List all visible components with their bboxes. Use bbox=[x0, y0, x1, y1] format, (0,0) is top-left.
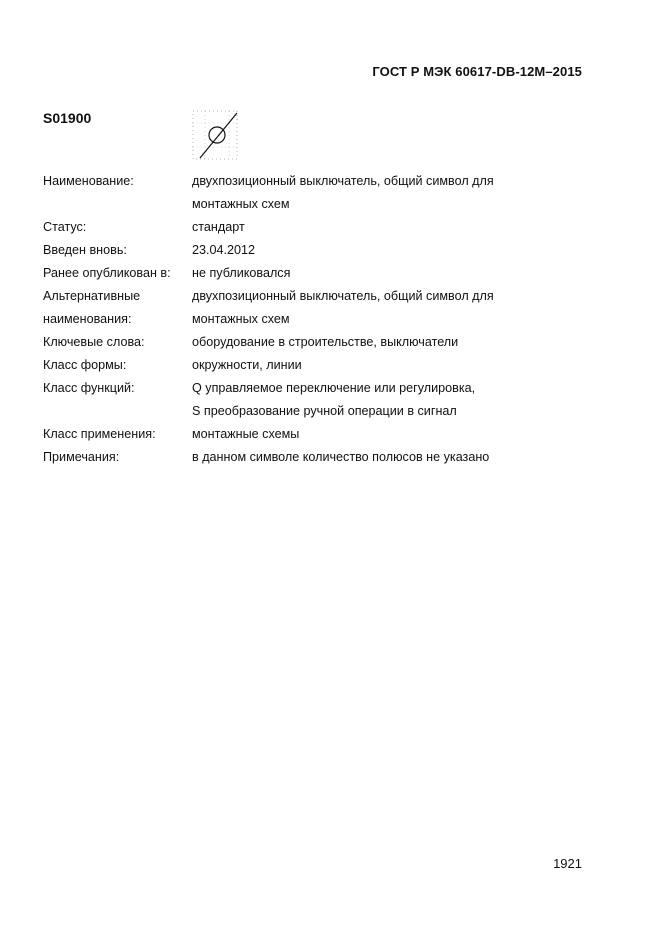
property-value-line: не публиковался bbox=[192, 266, 291, 280]
property-value bbox=[192, 216, 572, 239]
property-label-line: Ранее опубликован в: bbox=[43, 266, 171, 280]
property-row bbox=[43, 446, 572, 469]
property-label bbox=[43, 423, 192, 446]
property-row bbox=[43, 262, 572, 285]
property-value-line: стандарт bbox=[192, 220, 245, 234]
property-row bbox=[43, 170, 572, 216]
symbol-code: S01900 bbox=[43, 110, 92, 126]
property-label bbox=[43, 377, 192, 423]
property-value-line: в данном символе количество полюсов не указано bbox=[192, 450, 490, 464]
property-value bbox=[192, 331, 572, 354]
property-row bbox=[43, 354, 572, 377]
property-label bbox=[43, 239, 192, 262]
property-label bbox=[43, 170, 192, 216]
property-label-line: Примечания: bbox=[43, 450, 120, 464]
property-value bbox=[192, 170, 572, 216]
property-value bbox=[192, 423, 572, 446]
property-value-line: 23.04.2012 bbox=[192, 243, 256, 257]
property-row bbox=[43, 239, 572, 262]
property-value-line: Q управляемое переключение или регулировка, bbox=[192, 381, 476, 395]
property-label-line: Альтернативные bbox=[43, 289, 141, 303]
property-value-line: монтажные схемы bbox=[192, 427, 300, 441]
property-label-line: Статус: bbox=[43, 220, 87, 234]
property-value-line: оборудование в строительстве, выключатели bbox=[192, 335, 459, 349]
property-value bbox=[192, 354, 572, 377]
property-label bbox=[43, 285, 192, 331]
property-value bbox=[192, 446, 572, 469]
property-label-line: Введен вновь: bbox=[43, 243, 127, 257]
property-value-line: двухпозиционный выключатель, общий символ для bbox=[192, 174, 494, 188]
property-row bbox=[43, 216, 572, 239]
property-row bbox=[43, 331, 572, 354]
property-row bbox=[43, 285, 572, 331]
property-label-line: наименования: bbox=[43, 312, 132, 326]
property-row bbox=[43, 377, 572, 423]
property-value-line: двухпозиционный выключатель, общий символ для bbox=[192, 289, 494, 303]
standard-header: ГОСТ Р МЭК 60617-DB-12M–2015 bbox=[372, 64, 582, 79]
property-label bbox=[43, 446, 192, 469]
property-row bbox=[43, 423, 572, 446]
property-value-line: S преобразование ручной операции в сигнал bbox=[192, 404, 457, 418]
property-label-line bbox=[43, 400, 192, 423]
property-label-line: Ключевые слова: bbox=[43, 335, 145, 349]
property-value-line: окружности, линии bbox=[192, 358, 302, 372]
property-label-line bbox=[43, 193, 192, 216]
property-label-line: Наименование: bbox=[43, 174, 134, 188]
property-label-line: Класс применения: bbox=[43, 427, 156, 441]
page-number: 1921 bbox=[553, 856, 582, 871]
property-label bbox=[43, 216, 192, 239]
property-label bbox=[43, 354, 192, 377]
property-value bbox=[192, 285, 572, 331]
property-label-line: Класс функций: bbox=[43, 381, 135, 395]
property-value bbox=[192, 262, 572, 285]
property-value bbox=[192, 377, 572, 423]
two-position-switch-symbol-icon bbox=[192, 110, 238, 160]
property-value-line: монтажных схем bbox=[192, 312, 290, 326]
property-value bbox=[192, 239, 572, 262]
property-label bbox=[43, 262, 192, 285]
property-value-line: монтажных схем bbox=[192, 197, 290, 211]
property-label-line: Класс формы: bbox=[43, 358, 127, 372]
property-label bbox=[43, 331, 192, 354]
properties-table bbox=[43, 170, 572, 469]
